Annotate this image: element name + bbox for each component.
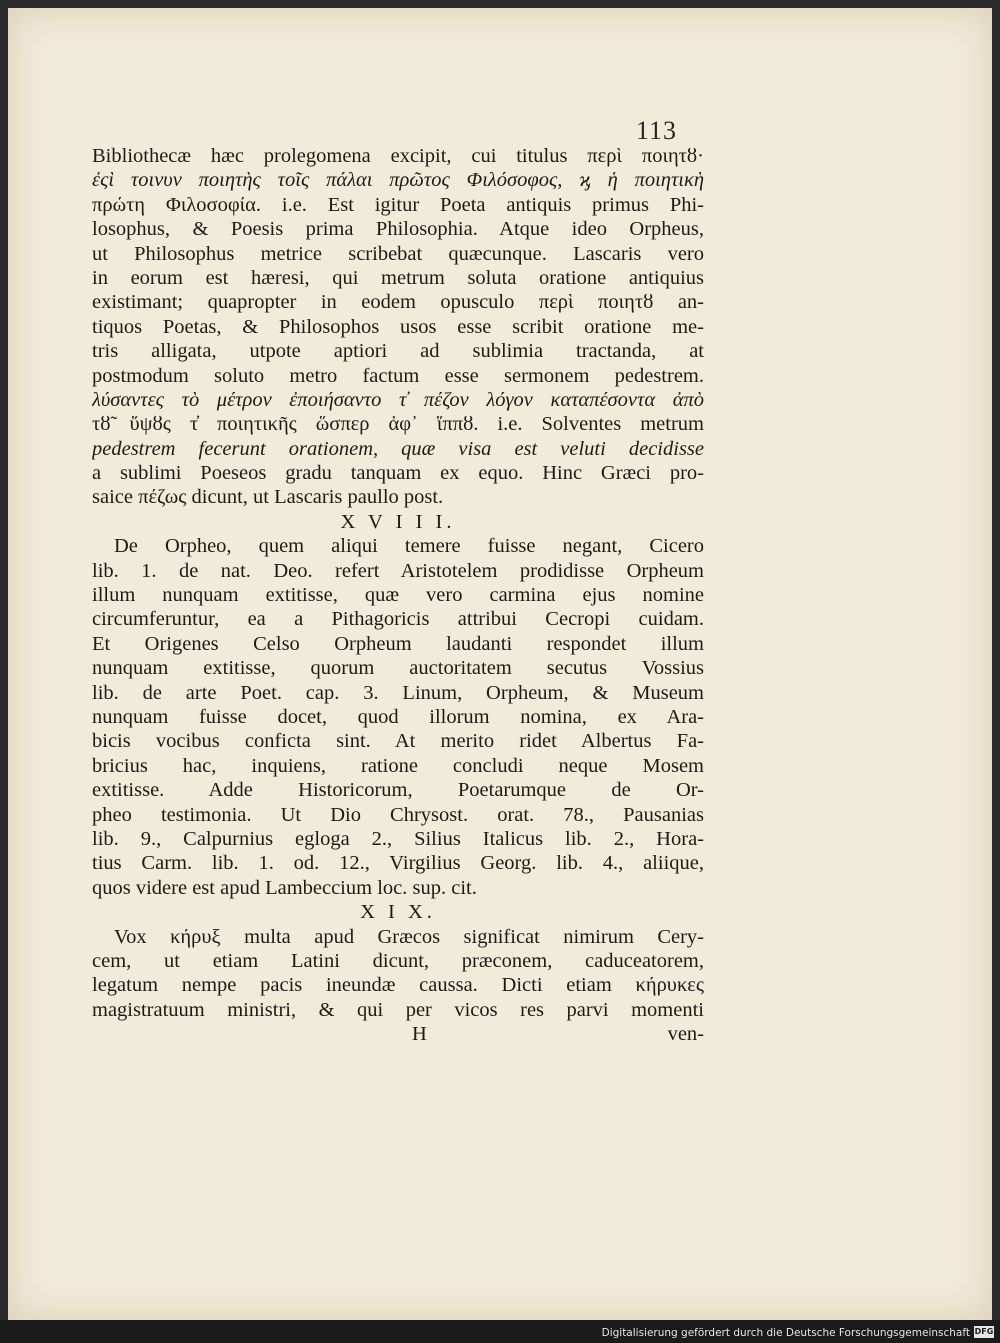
- text-line: tius Carm. lib. 1. od. 12., Virgilius Georg. lib. 4., aliique,: [92, 852, 704, 875]
- text-line: existimant; quapropter in eodem opusculo περὶ ποιητȣ an-: [92, 291, 704, 314]
- book-page: [8, 8, 992, 1320]
- text-line: lib. 1. de nat. Deo. refert Aristotelem prodidisse Orpheum: [92, 559, 704, 582]
- text-line: πρώτη Φιλοσοφία. i.e. Est igitur Poeta antiquis primus Phi-: [92, 193, 704, 216]
- text-line: tris alligata, utpote aptiori ad sublimia tractanda, at: [92, 340, 704, 363]
- text-line: extitisse. Adde Historicorum, Poetarumque de Or-: [92, 779, 704, 802]
- text-line: bricius hac, inquiens, ratione concludi neque Mosem: [92, 754, 704, 777]
- text-line: cem, ut etiam Latini dicunt, præconem, caduceatorem,: [92, 949, 704, 972]
- signature-line: [92, 1022, 704, 1050]
- text-line: lib. de arte Poet. cap. 3. Linum, Orpheum, & Museum: [92, 681, 704, 704]
- section-heading: X I X.: [360, 901, 436, 924]
- text-line: De Orpheo, quem aliqui temere fuisse negant, Cicero: [114, 535, 704, 558]
- text-line: legatum nempe pacis ineundæ caussa. Dicti etiam κήρυκες: [92, 974, 704, 997]
- section-heading: X V I I I.: [340, 510, 456, 533]
- text-line: circumferuntur, ea a Pithagoricis attribui Cecropi cuidam.: [92, 608, 704, 631]
- dfg-logo: DFG: [974, 1327, 994, 1336]
- text-line: lib. 9., Calpurnius egloga 2., Silius Italicus lib. 2., Hora-: [92, 827, 704, 850]
- text-line: a sublimi Poeseos gradu tanquam ex equo. Hinc Græci pro-: [92, 462, 704, 485]
- text-line: Et Origenes Celso Orpheum laudanti respondet illum: [92, 632, 704, 655]
- text-line: bicis vocibus conficta sint. At merito ridet Albertus Fa-: [92, 730, 704, 753]
- text-line: saice πέζως dicunt, ut Lascaris paullo post.: [92, 486, 444, 509]
- text-line: τȣ̃ ὕψȣς τ̓ ποιητικῆς ὥσπερ ἀφ᾽ ἵππȣ. i.e. Solventes metrum: [92, 413, 704, 436]
- text-line: magistratuum ministri, & qui per vicos res parvi momenti: [92, 998, 704, 1021]
- text-line: pedestrem fecerunt orationem, quæ visa est veluti decidisse: [92, 437, 704, 460]
- text-line: ἐςὶ τοινυν ποιητὴς τοῖς πάλαι πρῶτος Φιλόσοφος, ϗ ἡ ποιητικὴ: [92, 169, 704, 192]
- text-line: Bibliothecæ hæc prolegomena excipit, cui titulus περὶ ποιητȣ·: [92, 145, 704, 167]
- signature-mark: H: [412, 1023, 427, 1046]
- catchword: ven-: [667, 1023, 704, 1046]
- text-line: quos videre est apud Lambeccium loc. sup. cit.: [92, 876, 477, 899]
- text-line: illum nunquam extitisse, quæ vero carmina ejus nomine: [92, 584, 704, 607]
- text-line: nunquam extitisse, quorum auctoritatem secutus Vossius: [92, 657, 704, 680]
- text-line: ut Philosophus metrice scribebat quæcunque. Lascaris vero: [92, 242, 704, 265]
- text-line: nunquam fuisse docet, quod illorum nomina, ex Ara-: [92, 705, 704, 728]
- text-line: postmodum soluto metro factum esse sermonem pedestrem.: [92, 364, 704, 387]
- text-line: Vox κήρυξ multa apud Græcos significat nimirum Cery-: [114, 925, 704, 948]
- footer-credit: Digitalisierung gefördert durch die Deutsche Forschungsgemeinschaft: [601, 1327, 970, 1339]
- text-line: pheo testimonia. Ut Dio Chrysost. orat. 78., Pausanias: [92, 803, 704, 826]
- text-line: λύσαντες τὸ μέτρον ἐποιήσαντο τ̓ πέζον λόγον καταπέσοντα ἀπὸ: [92, 388, 704, 411]
- page-number: 113: [636, 116, 678, 145]
- text-line: losophus, & Poesis prima Philosophia. Atque ideo Orpheus,: [92, 218, 704, 241]
- body-text: [92, 144, 704, 1050]
- text-line: in eorum est hæresi, qui metrum soluta oratione antiquius: [92, 266, 704, 289]
- text-line: tiquos Poetas, & Philosophos usos esse scribit oratione me-: [92, 315, 704, 338]
